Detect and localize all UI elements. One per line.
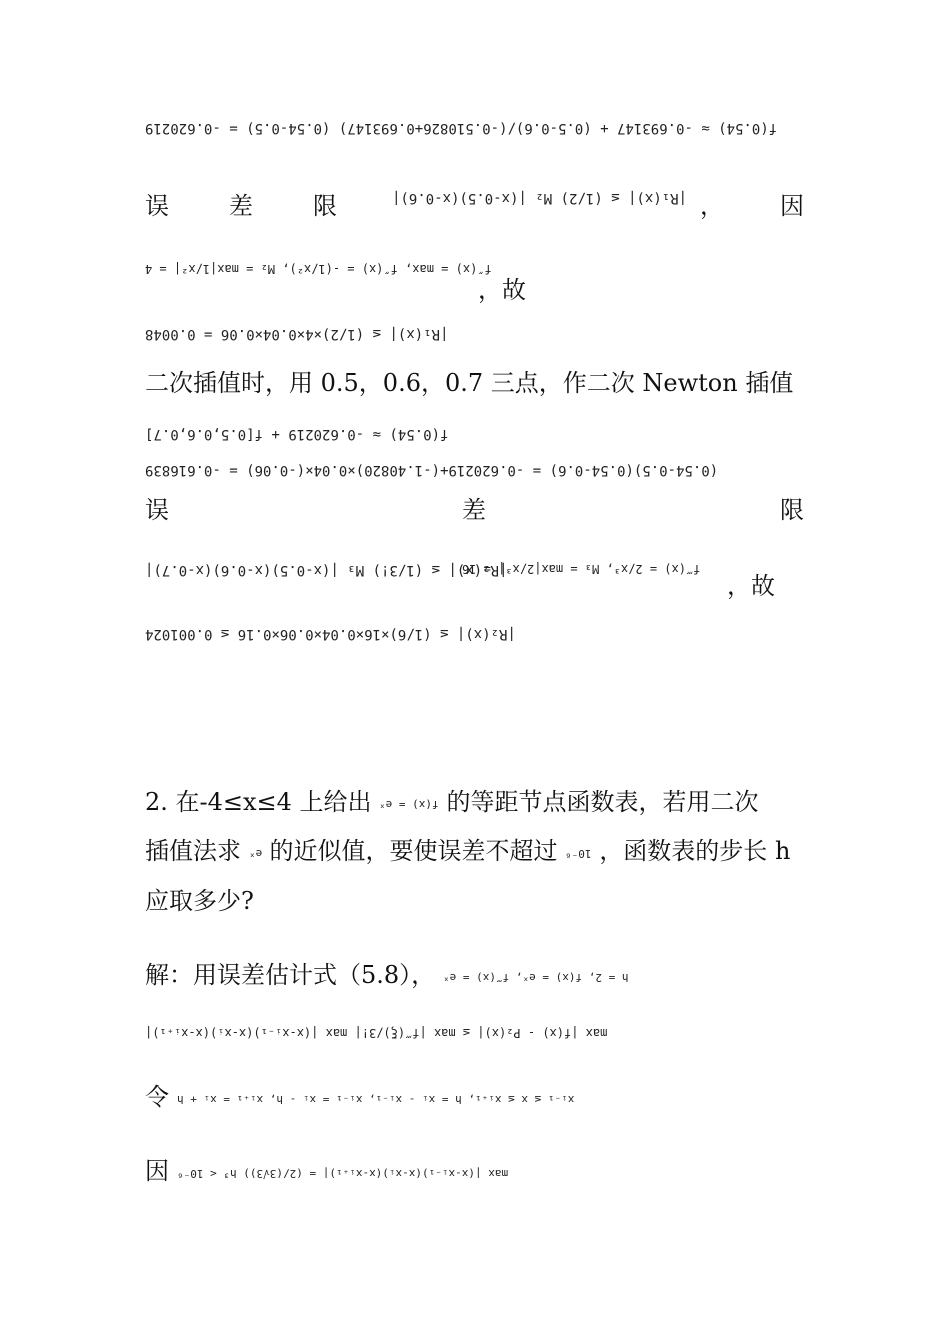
formula-newton-result: (0.54-0.5)(0.54-0.6) = -0.620219+(-1.40820)×0.04×(-0.06) = -0.616839: [145, 462, 719, 478]
formula-error-estimate: max |f(x) - P₂(x)| ≤ max |f‴(ξ)/3!| max |(x-xᵢ₋₁)(x-xᵢ)(x-xᵢ₊₁)|: [145, 1026, 608, 1040]
question-line-2: [145, 836, 790, 868]
newton-sentence: 二次插值时，用 0.5，0.6，0.7 三点，作二次 Newton 插值: [145, 369, 794, 397]
formula-second-derivative: f″(x) = max, f″(x) = -(1/x²), M₂ = max|1/x²| = 4: [145, 262, 492, 276]
formula-error-bound-2: |R₂(x)| ≤ (1/3!) M₃ |(x-0.5)(x-0.6)(x-0.7)|: [145, 562, 508, 578]
solution-formula: h = 2, f(x) = eˣ, f‴(x) = eˣ: [442, 970, 629, 984]
word-xian: 限: [313, 192, 337, 220]
formula-linear-estimate: f(0.54) ≈ -0.693147 + (0.5-0.6)/(-0.510826+0.693147) (0.54-0.5) = -0.620219: [145, 120, 778, 136]
comma-1: ，: [700, 192, 724, 220]
word-yin: 因: [780, 192, 804, 220]
word-ling: 令: [145, 1083, 169, 1111]
formula-newton-start: f(0.54) ≈ -0.620219 + f[0.5,0.6,0.7]: [145, 426, 449, 442]
question-2c: ，函数表的步长 h: [599, 837, 791, 865]
word-gu-1: ，故: [478, 276, 526, 304]
question-2b: 的近似值，要使误差不超过: [269, 837, 558, 865]
formula-r2-value: |R₂(x)| ≤ (1/6)×16×0.04×0.06×0.16 ≤ 0.001024: [145, 626, 516, 642]
word-cha: 差: [229, 192, 253, 220]
formula-error-bound-1: |R₁(x)| ≤ (1/2) M₂ |(x-0.5)(x-0.6)|: [392, 190, 688, 206]
word-yin-2: 因: [145, 1157, 169, 1185]
ling-line: [145, 1082, 574, 1114]
formula-max-product: max |(x-xᵢ₋₁)(x-xᵢ)(x-xᵢ₊₁)| = (2/(3√3)) h³ < 10⁻⁶: [176, 1166, 508, 1180]
inline-tolerance: 10⁻⁶: [565, 846, 592, 860]
question-1b: 的等距节点函数表，若用二次: [446, 788, 759, 816]
question-line-3: 应取多少?: [145, 887, 254, 915]
question-1a: 2. 在-4≤x≤4 上给出: [145, 788, 372, 816]
question-line-1: [145, 787, 758, 819]
word-gu-2: ，故: [727, 572, 775, 600]
formula-substitution: xᵢ₋₁ ≤ x ≤ xᵢ₊₁, h = xᵢ - xᵢ₋₁, xᵢ₋₁ = xᵢ - h, xᵢ₊₁ = xᵢ + h: [176, 1092, 574, 1106]
solution-line: [145, 960, 628, 992]
word-xian-2: 限: [780, 496, 804, 524]
word-wu-2: 误: [145, 496, 169, 524]
inline-ex: eˣ: [248, 846, 262, 860]
formula-third-derivative: f‴(x) = 2/x³, M₃ = max|2/x³| = 16: [462, 562, 701, 576]
formula-r1-value: |R₁(x)| ≤ (1/2)×4×0.04×0.06 = 0.0048: [145, 326, 449, 342]
question-2a: 插值法求: [145, 837, 241, 865]
word-cha-2: 差: [462, 496, 486, 524]
solution-text: 解：用误差估计式（5.8），: [145, 961, 436, 989]
inline-fx-ex: f(x) = eˣ: [379, 797, 439, 811]
word-wu: 误: [145, 192, 169, 220]
yin-line: [145, 1156, 508, 1188]
